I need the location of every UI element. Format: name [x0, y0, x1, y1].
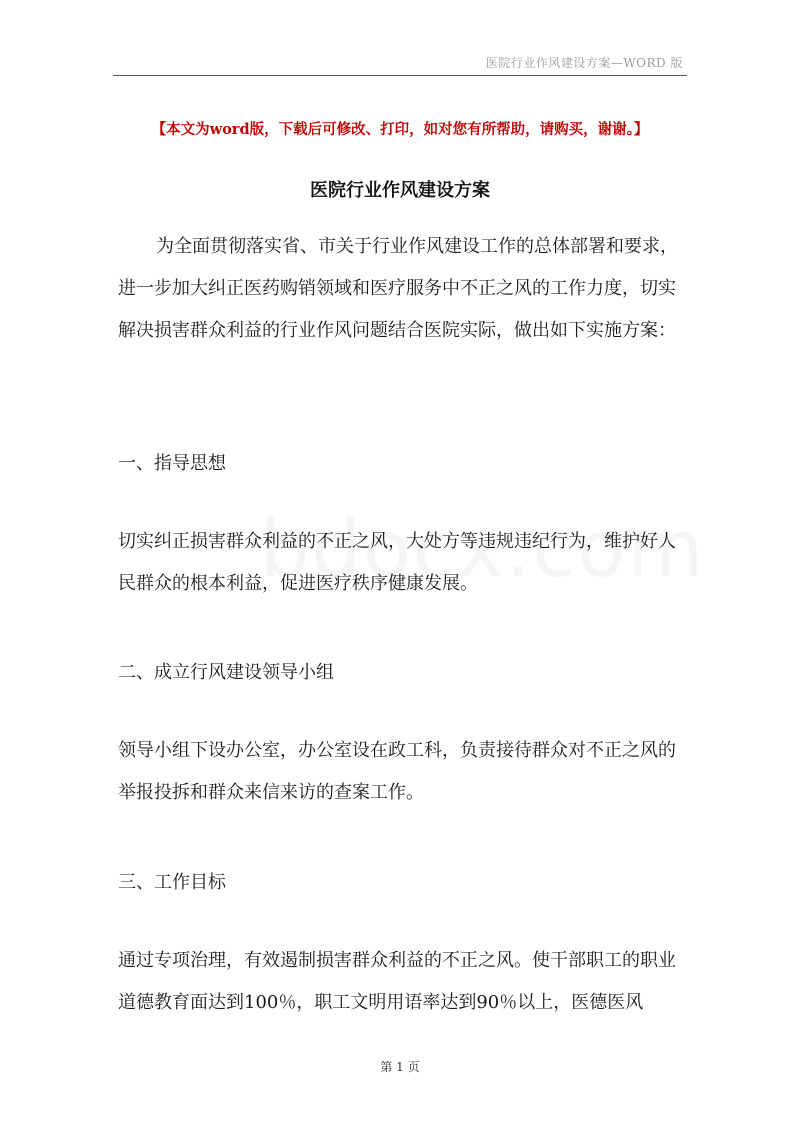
purchase-notice: 【本文为word版，下载后可修改、打印，如对您有所帮助，请购买，谢谢。】 — [151, 121, 649, 138]
section-3-heading: 三、工作目标 — [118, 872, 226, 893]
intro-paragraph: 为全面贯彻落实省、市关于行业作风建设工作的总体部署和要求，进一步加大纠正医药购销领域和医疗服务中不正之风的工作力度，切实解决损害群众利益的行业作风问题结合医院实际，做出如下实施方案： — [118, 236, 678, 341]
section-2-text: 领导小组下设办公室，办公室设在政工科，负责接待群众对不正之风的举报投拆和群众来信来访的查案工作。 — [118, 740, 676, 803]
header-divider — [113, 75, 687, 76]
section-3-text: 通过专项治理，有效遏制损害群众利益的不正之风。使干部职工的职业道德教育面达到100％，职工文明用语率达到90％以上，医德医风 — [118, 950, 676, 1013]
document-title: 医院行业作风建设方案 — [310, 180, 490, 201]
section-1-text: 切实纠正损害群众利益的不正之风，大处方等违规违纪行为，维护好人民群众的根本利益，促进医疗秩序健康发展。 — [118, 531, 676, 594]
header-doc-label: 医院行业作风建设方案—WORD 版 — [485, 56, 683, 70]
section-1-heading: 一、指导思想 — [118, 453, 226, 474]
page-number: 第 1 页 — [380, 1060, 420, 1074]
section-2-heading: 二、成立行风建设领导小组 — [118, 662, 334, 683]
